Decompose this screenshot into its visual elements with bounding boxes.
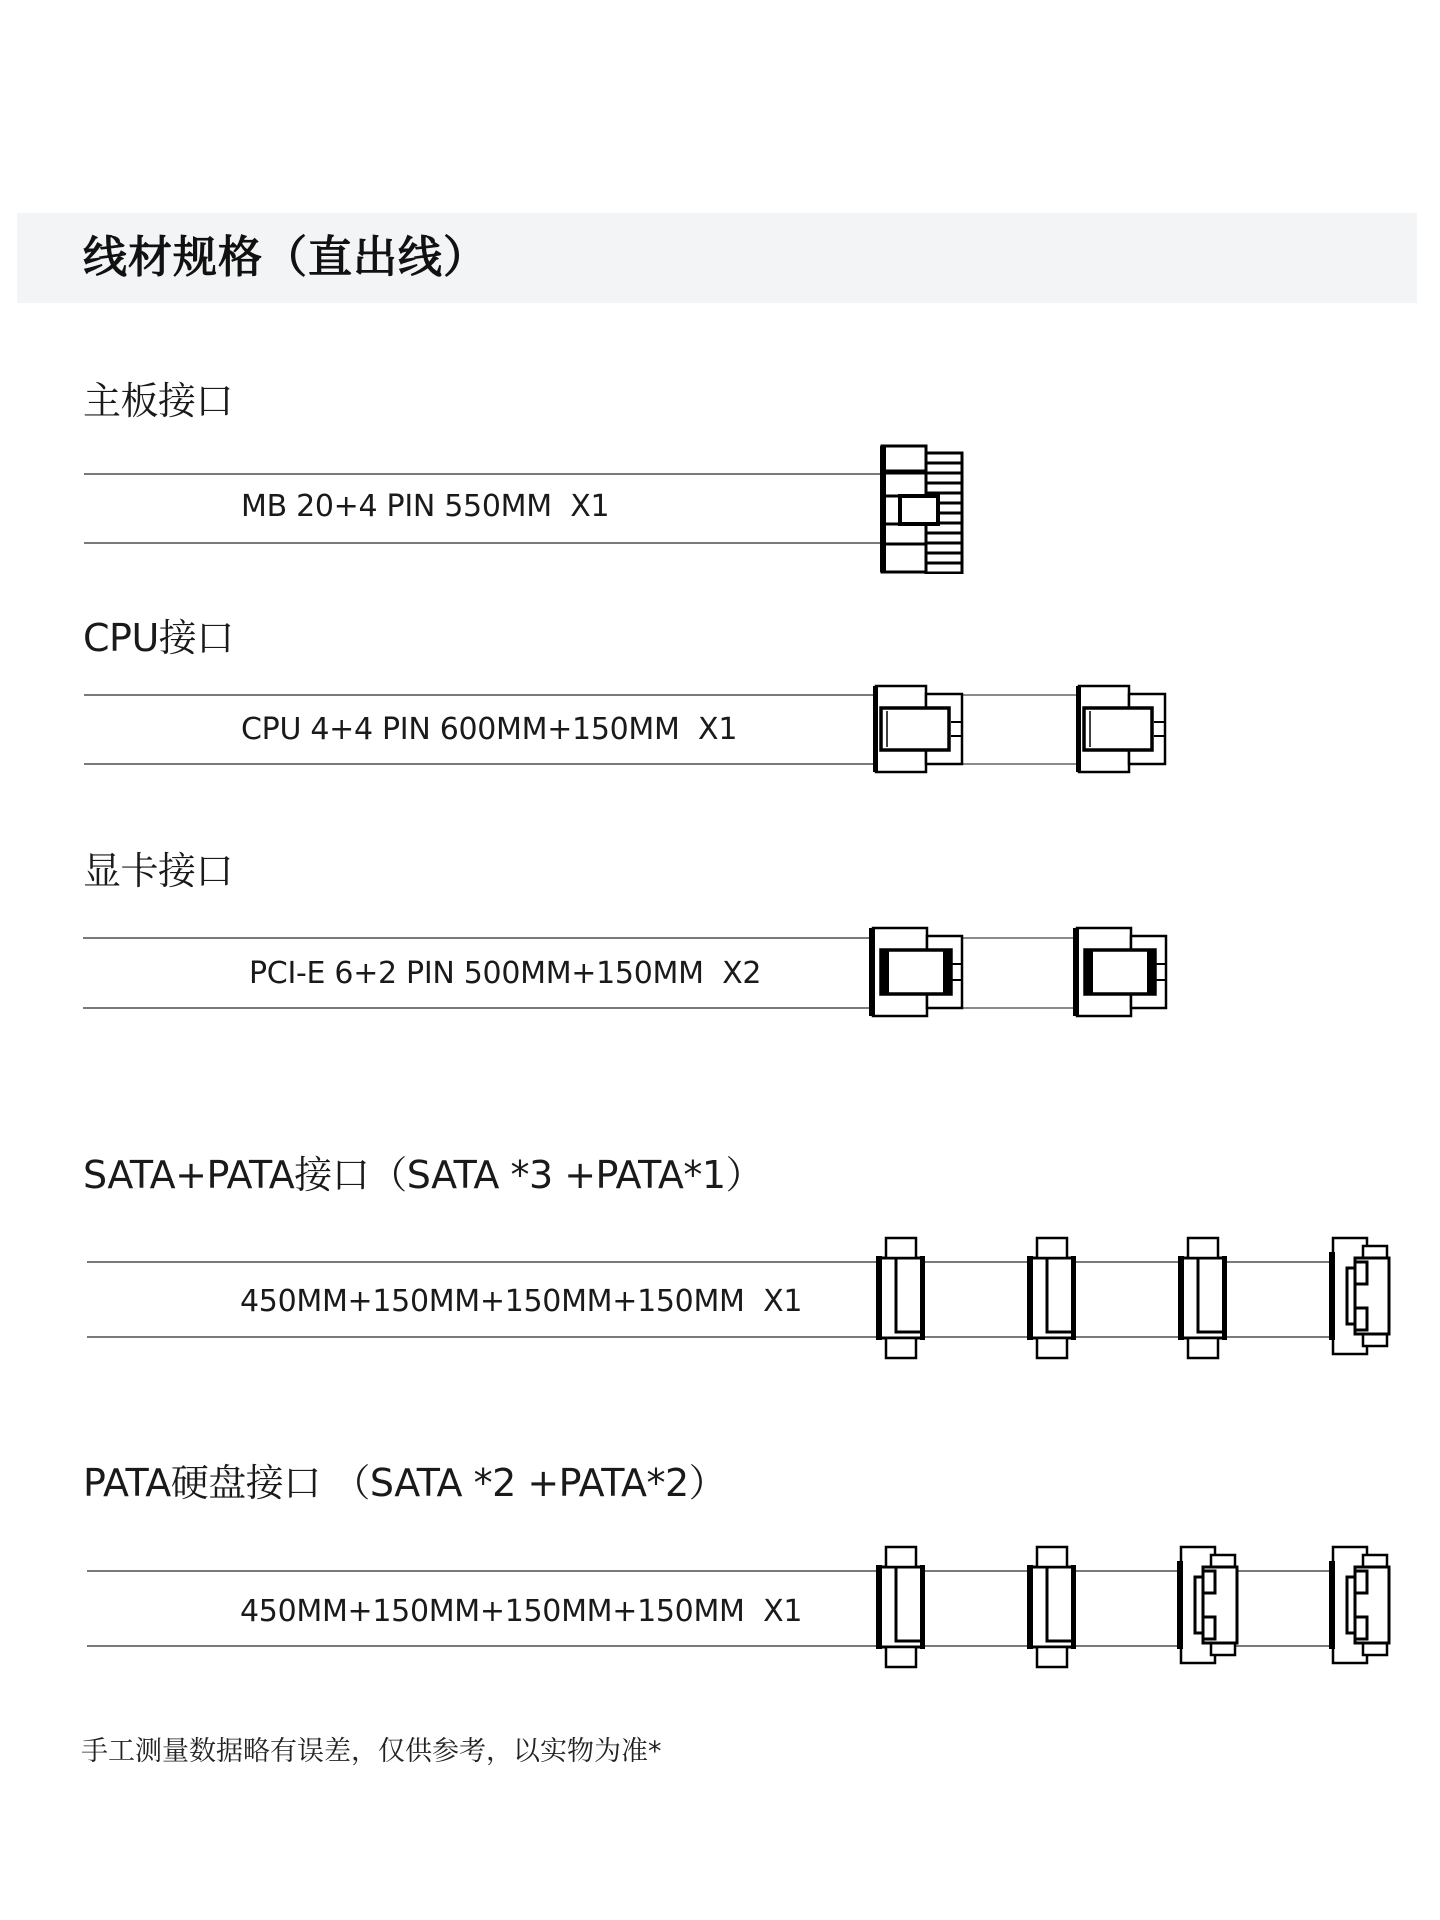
section-heading: 主板接口 <box>83 379 234 423</box>
cable-label: CPU 4+4 PIN 600MM+150MM X1 <box>241 712 738 747</box>
cable-label: 450MM+150MM+150MM+150MM X1 <box>240 1284 803 1319</box>
cable-line-bottom-segment <box>962 763 1078 765</box>
pcie-connector-icon <box>1073 926 1169 1018</box>
cable-label: MB 20+4 PIN 550MM X1 <box>241 489 610 524</box>
section-heading: SATA+PATA接口（SATA *3 +PATA*1） <box>83 1153 764 1197</box>
sata-connector-icon <box>876 1236 926 1360</box>
cable-line-top <box>84 694 876 696</box>
mb-24pin-connector-icon <box>880 444 966 574</box>
sata-connector-icon <box>1027 1236 1077 1360</box>
footnote: 手工测量数据略有误差，仅供参考，以实物为准* <box>81 1736 662 1767</box>
section-heading: 显卡接口 <box>83 849 234 893</box>
cable-line-bottom <box>84 542 884 544</box>
pata-connector-icon <box>1329 1236 1393 1356</box>
sata-connector-icon <box>1178 1236 1228 1360</box>
cable-line-top <box>84 473 884 475</box>
cable-line-top-segment <box>962 937 1074 939</box>
sata-connector-icon <box>876 1545 926 1669</box>
page-title: 线材规格（直出线） <box>83 232 488 283</box>
pata-connector-icon <box>1177 1545 1241 1665</box>
cable-label: 450MM+150MM+150MM+150MM X1 <box>240 1594 803 1629</box>
sata-connector-icon <box>1027 1545 1077 1669</box>
pata-connector-icon <box>1329 1545 1393 1665</box>
cable-label: PCI-E 6+2 PIN 500MM+150MM X2 <box>249 956 762 991</box>
section-heading: CPU接口 <box>83 616 234 660</box>
cable-line-top <box>83 937 873 939</box>
cable-line-bottom <box>84 763 876 765</box>
cable-line-bottom-segment <box>962 1007 1074 1009</box>
cable-line-top-segment <box>962 694 1078 696</box>
cpu-4pin-connector-icon <box>873 684 965 774</box>
cpu-4pin-connector-icon <box>1076 684 1168 774</box>
cable-line-bottom <box>83 1007 873 1009</box>
section-heading: PATA硬盘接口 （SATA *2 +PATA*2） <box>83 1461 727 1505</box>
pcie-connector-icon <box>869 926 965 1018</box>
